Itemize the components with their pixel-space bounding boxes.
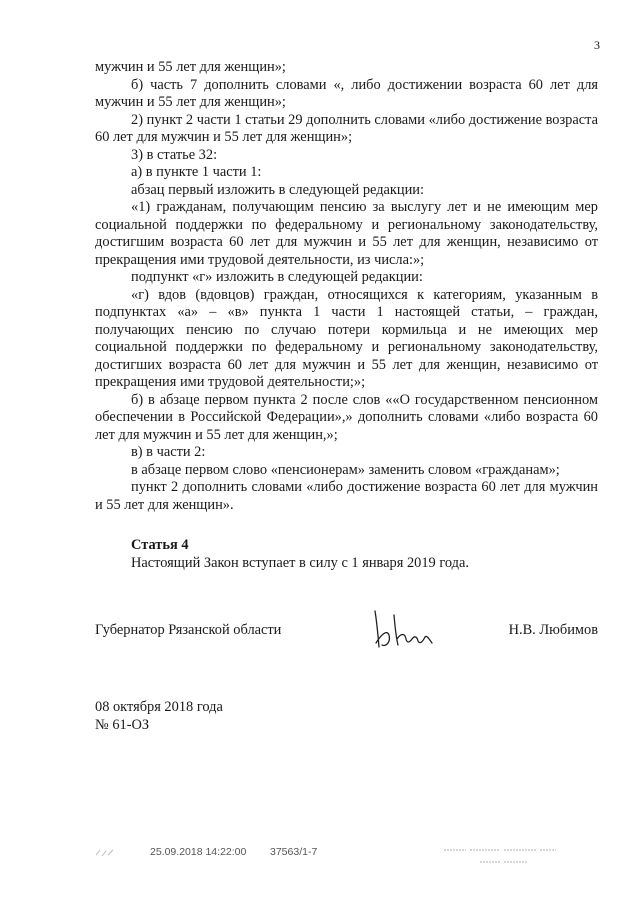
handwritten-signature: [367, 605, 447, 655]
faint-stamp-mark: [95, 847, 117, 859]
registration-datetime: 25.09.2018 14:22:00: [150, 846, 247, 858]
paragraph: 2) пункт 2 части 1 статьи 29 дополнить словами «либо достижение возраста 60 лет для мужчин и 55 лет для женщин»;: [95, 111, 598, 145]
paragraph: пункт 2 дополнить словами «либо достижение возраста 60 лет для мужчин и 55 лет для женщин».: [95, 479, 598, 513]
paragraph: в) в части 2:: [131, 444, 206, 460]
law-date: 08 октября 2018 года: [95, 699, 223, 715]
paragraph-continuation: мужчин и 55 лет для женщин»;: [95, 59, 286, 75]
registration-footer: [95, 846, 605, 876]
article-title: Статья 4: [131, 537, 189, 553]
paragraph: б) в абзаце первом пункта 2 после слов ««О государственном пенсионном обеспечении в Российской Федерации»,» дополнить словами «либо возраста 60 лет для мужчин и 55 лет для женщин,»;: [95, 391, 598, 443]
governor-title: Губернатор Рязанской области: [95, 622, 282, 638]
faint-registration-stamp: [440, 842, 560, 870]
paragraph: 3) в статье 32:: [131, 146, 218, 163]
paragraph: подпункт «г» изложить в следующей редакции:: [131, 269, 423, 285]
paragraph: а) в пункте 1 части 1:: [131, 164, 262, 180]
page-number: 3: [594, 38, 600, 52]
paragraph: «г) вдов (вдовцов) граждан, относящихся к категориям, указанным в подпунктах «а» – «в» пункта 1 части 1 настоящей статьи, – граждан, получающих пенсию по случаю потери кормильца и не имеющих мер социальной поддержки по федеральному и региональному законодательству, достигших возраста 60 лет для мужчин и 55 лет для женщин, независимо от прекращения ими трудовой деятельности;»;: [95, 286, 598, 390]
paragraph: абзац первый изложить в следующей редакции:: [131, 181, 425, 198]
article-text: Настоящий Закон вступает в силу с 1 января 2019 года.: [131, 554, 469, 571]
law-number: № 61-ОЗ: [95, 717, 150, 733]
registration-number: 37563/1-7: [270, 846, 318, 858]
document-body: [95, 59, 598, 514]
paragraph: в абзаце первом слово «пенсионерам» заменить словом «гражданам»;: [131, 461, 560, 478]
law-date-block: [95, 698, 223, 734]
article-4: [131, 537, 601, 572]
paragraph: б) часть 7 дополнить словами «, либо достижении возраста 60 лет для мужчин и 55 лет для женщин»;: [95, 76, 598, 110]
signature-block: [95, 617, 598, 667]
paragraph: «1) гражданам, получающим пенсию за выслугу лет и не имеющим мер социальной поддержки по федеральному и региональному законодательству, достигшим возраста 60 лет для мужчин и 55 лет для женщин, независимо от прекращения ими трудовой деятельности, из числа:»;: [95, 199, 598, 268]
governor-name: Н.В. Любимов: [508, 622, 598, 638]
